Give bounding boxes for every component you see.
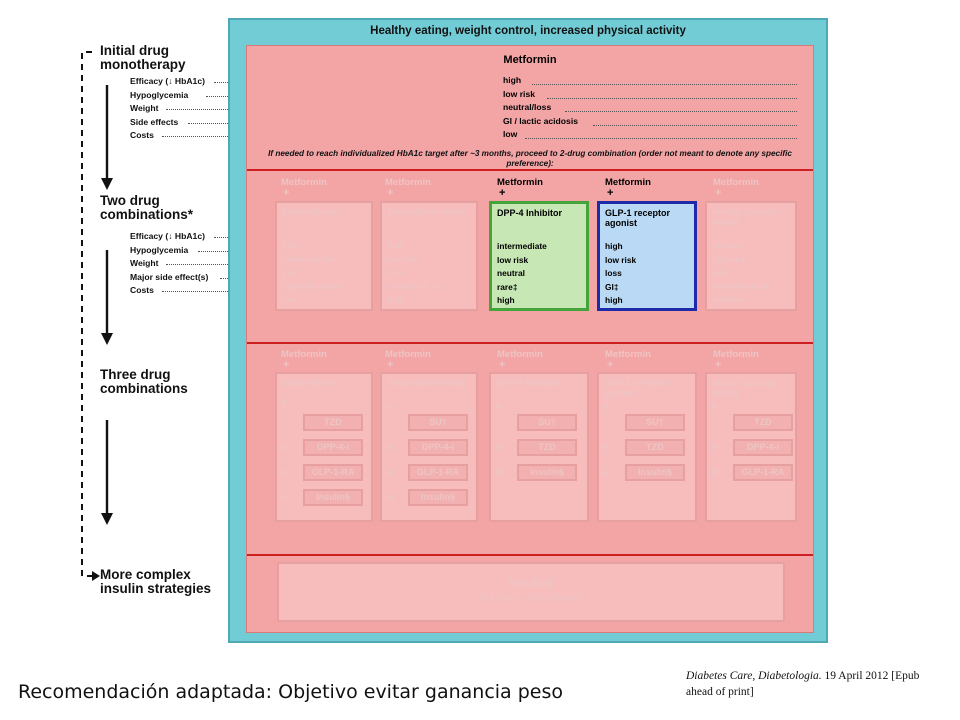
treatment-area xyxy=(246,45,814,633)
metformin-efficacy: high xyxy=(503,75,522,85)
value-costs: high xyxy=(497,295,515,305)
or-label: or xyxy=(386,492,395,502)
col-plus: + xyxy=(607,187,614,199)
value-costs: low xyxy=(282,294,296,304)
leader-line xyxy=(565,111,797,112)
value-costs: high xyxy=(605,295,623,305)
value-weight: gain xyxy=(282,267,300,277)
col-plus: + xyxy=(386,401,393,413)
option-insulin: Insulin§ xyxy=(408,489,468,506)
option-dpp4i: DPP-4-i xyxy=(303,439,363,456)
divider-line xyxy=(247,169,813,171)
col-plus: + xyxy=(607,359,614,371)
glp1-agonist-box xyxy=(597,201,697,311)
leader-line xyxy=(593,125,797,126)
col-plus: + xyxy=(281,397,288,409)
drug-values xyxy=(387,239,452,307)
option-tzd: TZD xyxy=(733,414,793,431)
criterion-label: Costs xyxy=(130,285,154,295)
stage-initial-monotherapy: Initial drug monotherapy xyxy=(100,43,186,72)
value-hypoglycemia: low risk xyxy=(497,254,529,265)
value-efficacy: high xyxy=(605,241,623,251)
three-col-sulfonylurea xyxy=(275,372,373,522)
col-head-metformin: Metformin xyxy=(281,349,327,360)
criterion-label: Hypoglycemia xyxy=(130,244,189,255)
drug-values xyxy=(282,239,343,307)
col-plus: + xyxy=(715,187,722,199)
drug-name: Thiazolidine-dione xyxy=(387,207,466,217)
option-dpp4i: DPP-4-i xyxy=(733,439,793,456)
col-plus: + xyxy=(387,187,394,199)
criterion-label: Costs xyxy=(130,130,154,140)
col-plus: + xyxy=(499,187,506,199)
value-costs: variable xyxy=(712,294,744,304)
value-efficacy: high xyxy=(282,240,300,250)
col-plus: + xyxy=(711,401,718,413)
value-weight: gain xyxy=(387,267,405,277)
criterion-label: Side effects xyxy=(130,116,179,127)
drug-name: DPP-4 Inhibitor xyxy=(496,378,561,388)
drug-name: Insulin (usually basal) xyxy=(712,207,778,227)
three-col-dpp4 xyxy=(489,372,589,522)
or-label: or xyxy=(495,467,504,477)
stage-two-drug: Two drug combinations* xyxy=(100,193,194,222)
value-efficacy: high xyxy=(387,240,405,250)
citation xyxy=(686,668,946,700)
criterion-label: Weight xyxy=(130,258,159,268)
insulin-subtitle: (multiple daily doses) xyxy=(479,592,583,604)
option-glp1ra: GLP-1-RA xyxy=(733,464,793,481)
value-efficacy: highest xyxy=(712,240,742,250)
leader-line xyxy=(532,84,797,85)
insulin-title: Insulin§ xyxy=(508,576,554,590)
col-plus: + xyxy=(283,359,290,371)
insulin-basal-box xyxy=(705,201,797,311)
value-hypoglycemia: moderate risk xyxy=(282,253,337,264)
metformin-hypoglycemia: low risk xyxy=(503,88,535,99)
option-insulin: Insulin§ xyxy=(303,489,363,506)
citation-date: 19 April 2012 [Epub ahead of print] xyxy=(686,670,920,698)
value-costs: high xyxy=(387,294,405,304)
drug-name: Insulin (usually basal) xyxy=(712,378,778,398)
criterion-label: Efficacy (↓ HbA1c) xyxy=(130,231,205,241)
col-head-metformin: Metformin xyxy=(605,349,651,360)
dpp4-inhibitor-box xyxy=(489,201,589,311)
value-hypoglycemia: low risk xyxy=(605,254,637,265)
lifestyle-frame xyxy=(228,18,828,643)
value-weight: neutral xyxy=(497,268,525,278)
thiazolidinedione-box xyxy=(380,201,478,311)
three-col-thiazolidinedione xyxy=(380,372,478,522)
metformin-side-effects: GI / lactic acidosis xyxy=(503,115,578,126)
or-label: or xyxy=(603,467,612,477)
option-dpp4i: DPP-4-i xyxy=(408,439,468,456)
col-head-metformin: Metformin xyxy=(713,349,759,360)
escalation-note: If needed to reach individualized HbA1c target after ~3 months, proceed to 2-drug combination (order not meant to denote any specific preference): xyxy=(268,149,792,168)
drug-values xyxy=(605,240,636,308)
drug-name: GLP-1 receptor agonist xyxy=(605,208,671,228)
option-glp1ra: GLP-1-RA xyxy=(408,464,468,481)
value-hypoglycemia: low risk xyxy=(387,253,419,264)
drug-name: DPP-4 Inhibitor xyxy=(497,208,562,218)
option-glp1ra: GLP-1-RA xyxy=(303,464,363,481)
col-head-metformin: Metformin xyxy=(605,177,651,188)
drug-values xyxy=(497,240,547,308)
stage-three-drug: Three drug combinations xyxy=(100,367,188,396)
value-hypoglycemia: high risk xyxy=(712,253,747,264)
option-insulin: Insulin§ xyxy=(625,464,685,481)
value-efficacy: intermediate xyxy=(497,241,547,251)
value-side-effect: rare‡ xyxy=(497,281,518,292)
option-su: SU† xyxy=(408,414,468,431)
drug-name: Sulfonylurea† xyxy=(282,207,342,217)
value-side-effect: hypoglycemia‡ xyxy=(712,280,773,291)
or-label: or xyxy=(603,442,612,452)
citation-journals: Diabetes Care, Diabetologia. xyxy=(686,670,822,682)
criterion-label: Major side effect(s) xyxy=(130,271,209,282)
col-plus: + xyxy=(603,401,610,413)
value-weight: loss xyxy=(605,268,622,278)
col-head-metformin: Metformin xyxy=(497,349,543,360)
option-tzd: TZD xyxy=(303,414,363,431)
criterion-label: Hypoglycemia xyxy=(130,89,189,100)
value-side-effect: edema, HF, fx's‡ xyxy=(387,280,452,291)
option-su: SU† xyxy=(517,414,577,431)
drug-name: Sulfonylurea† xyxy=(282,378,342,388)
value-side-effect: GI‡ xyxy=(605,281,619,292)
insulin-multiple-doses-box xyxy=(277,562,785,622)
metformin-weight: neutral/loss xyxy=(503,102,552,112)
leader-line xyxy=(525,138,797,139)
option-tzd: TZD xyxy=(517,439,577,456)
stage-arrows xyxy=(70,40,120,590)
two-drug-row xyxy=(275,176,797,314)
stage-complex-insulin: More complex insulin strategies xyxy=(100,567,212,596)
value-weight: gain xyxy=(712,267,730,277)
col-head-metformin: Metformin xyxy=(281,177,327,188)
col-head-metformin: Metformin xyxy=(385,349,431,360)
criterion-label: Efficacy (↓ HbA1c) xyxy=(130,76,205,86)
lifestyle-banner: Healthy eating, weight control, increased physical activity xyxy=(370,25,686,37)
or-label: or xyxy=(281,467,290,477)
leader-line xyxy=(547,98,797,99)
col-plus: + xyxy=(715,359,722,371)
metformin-costs: low xyxy=(503,129,518,139)
col-head-metformin: Metformin xyxy=(713,177,759,188)
or-label: or xyxy=(281,492,290,502)
or-label: or xyxy=(711,467,720,477)
option-tzd: TZD xyxy=(625,439,685,456)
option-insulin: Insulin§ xyxy=(517,464,577,481)
or-label: or xyxy=(711,442,720,452)
metformin-title: Metformin xyxy=(503,54,557,66)
divider-line xyxy=(247,342,813,344)
value-side-effect: hypoglycemia‡ xyxy=(282,280,343,291)
or-label: or xyxy=(495,442,504,452)
col-plus: + xyxy=(499,359,506,371)
slide-caption: Recomendación adaptada: Objetivo evitar ganancia peso xyxy=(18,681,564,703)
or-label: or xyxy=(386,467,395,477)
drug-name: Thiazolidine-dione xyxy=(387,378,466,388)
drug-name: GLP-1 receptor agonist xyxy=(604,378,670,398)
col-plus: + xyxy=(495,401,502,413)
criterion-label: Weight xyxy=(130,103,159,113)
col-plus: + xyxy=(387,359,394,371)
col-head-metformin: Metformin xyxy=(497,177,543,188)
three-col-insulin xyxy=(705,372,797,522)
or-label: or xyxy=(281,442,290,452)
or-label: or xyxy=(386,442,395,452)
three-col-glp1 xyxy=(597,372,697,522)
option-su: SU† xyxy=(625,414,685,431)
divider-line xyxy=(247,554,813,556)
drug-values xyxy=(712,239,773,307)
sulfonylurea-box xyxy=(275,201,373,311)
three-drug-row xyxy=(275,348,797,528)
col-plus: + xyxy=(283,187,290,199)
col-head-metformin: Metformin xyxy=(385,177,431,188)
